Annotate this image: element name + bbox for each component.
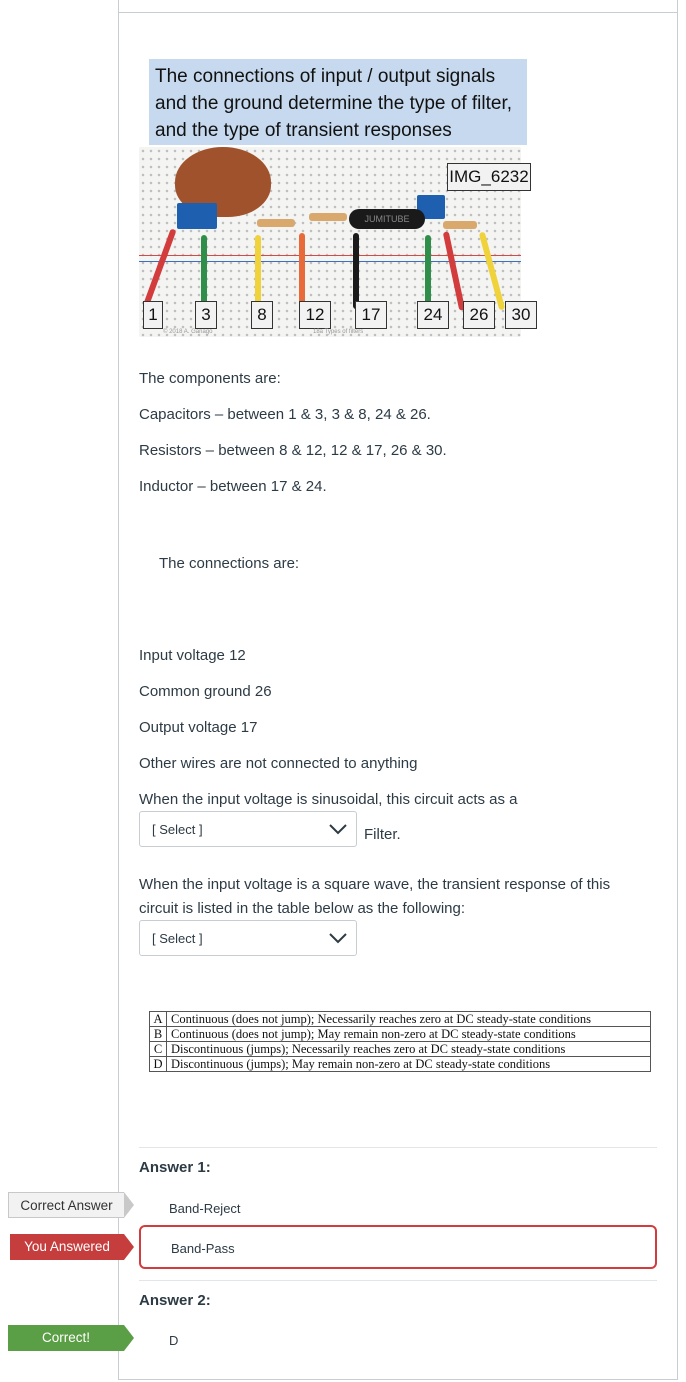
answer-1-heading: Answer 1: — [139, 1159, 211, 1176]
wire-24 — [425, 235, 431, 311]
table-row — [150, 1012, 651, 1027]
question-2-text-line1: When the input voltage is a square wave, the transient response of this — [139, 876, 611, 893]
answer-1-correct-value: Band-Reject — [169, 1201, 241, 1216]
output-connection: Output voltage 17 — [139, 719, 258, 736]
option-text: Continuous (does not jump); Necessarily reaches zero at DC steady-state conditions — [167, 1012, 651, 1027]
quiz-question-panel — [118, 0, 678, 1380]
correct-answer-flag: Correct Answer — [8, 1192, 124, 1218]
answer-2-select[interactable] — [139, 920, 357, 956]
input-connection: Input voltage 12 — [139, 647, 246, 664]
question-2-text-line2: circuit is listed in the table below as the following: — [139, 900, 466, 917]
inductor: JUMITUBE — [349, 209, 425, 229]
correct-answer-flag-tip — [124, 1192, 134, 1218]
power-rail-red — [139, 255, 521, 256]
other-wires-text: Other wires are not connected to anything — [139, 755, 418, 772]
wire-8 — [255, 235, 261, 311]
correct-flag: Correct! — [8, 1325, 124, 1351]
resistor-3 — [443, 221, 477, 229]
pin-label-30: 30 — [505, 301, 537, 329]
wire-12 — [299, 233, 305, 309]
inductor-text: Inductor – between 17 & 24. — [139, 478, 327, 495]
film-capacitor-left — [177, 203, 217, 229]
answer-2-select-value: [ Select ] — [152, 931, 203, 946]
photo-credit: © 2018 A. Ganago — [163, 329, 213, 335]
answer-1-select-value: [ Select ] — [152, 822, 203, 837]
breadboard-photo — [139, 147, 531, 337]
option-text: Continuous (does not jump); May remain non-zero at DC steady-state conditions — [167, 1027, 651, 1042]
table-row — [150, 1027, 651, 1042]
you-answered-flag-tip — [124, 1234, 134, 1260]
answer-1-given-box — [139, 1225, 657, 1269]
wire-17 — [353, 233, 359, 309]
pin-label-26: 26 — [463, 301, 495, 329]
option-key: A — [150, 1012, 167, 1027]
answers-divider — [139, 1147, 657, 1148]
ground-connection: Common ground 26 — [139, 683, 272, 700]
question-1-text: When the input voltage is sinusoidal, this circuit acts as a — [139, 791, 518, 808]
power-rail-blue — [139, 261, 521, 262]
image-id-label: IMG_6232 — [447, 163, 531, 191]
connections-heading: The connections are: — [159, 555, 300, 572]
chevron-down-icon — [328, 819, 348, 839]
pin-label-12: 12 — [299, 301, 331, 329]
option-key: C — [150, 1042, 167, 1057]
wire-3 — [201, 235, 207, 311]
resistor-1 — [257, 219, 295, 227]
resistors-text: Resistors – between 8 & 12, 12 & 17, 26 & 30. — [139, 442, 447, 459]
pin-label-8: 8 — [251, 301, 273, 329]
breadboard-figure — [139, 59, 539, 344]
wire-26 — [443, 231, 466, 310]
components-heading: The components are: — [139, 370, 281, 387]
panel-top-divider — [119, 12, 677, 13]
pin-label-1: 1 — [143, 301, 163, 329]
photo-subcredit: 18a Types of filters — [313, 329, 364, 335]
table-row — [150, 1042, 651, 1057]
wire-30 — [479, 232, 506, 311]
wire-1 — [144, 228, 177, 305]
pin-label-24: 24 — [417, 301, 449, 329]
you-answered-flag: You Answered — [10, 1234, 124, 1260]
question-1-suffix: Filter. — [364, 826, 401, 843]
chevron-down-icon — [328, 928, 348, 948]
answer-1-given-value: Band-Pass — [171, 1241, 235, 1256]
option-key: B — [150, 1027, 167, 1042]
answer-divider — [139, 1280, 657, 1281]
figure-caption: The connections of input / output signals and the ground determine the type of filter, and the type of transient responses — [149, 59, 527, 145]
resistor-2 — [309, 213, 347, 221]
answer-2-given-value: D — [169, 1333, 179, 1348]
transient-response-options-table — [149, 1011, 651, 1072]
table-row — [150, 1057, 651, 1072]
option-text: Discontinuous (jumps); May remain non-zero at DC steady-state conditions — [167, 1057, 651, 1072]
answer-2-heading: Answer 2: — [139, 1292, 211, 1309]
pin-label-17: 17 — [355, 301, 387, 329]
pin-label-3: 3 — [195, 301, 217, 329]
option-key: D — [150, 1057, 167, 1072]
answer-1-select[interactable] — [139, 811, 357, 847]
option-text: Discontinuous (jumps); Necessarily reaches zero at DC steady-state conditions — [167, 1042, 651, 1057]
capacitors-text: Capacitors – between 1 & 3, 3 & 8, 24 & 26. — [139, 406, 431, 423]
correct-flag-tip — [124, 1325, 134, 1351]
